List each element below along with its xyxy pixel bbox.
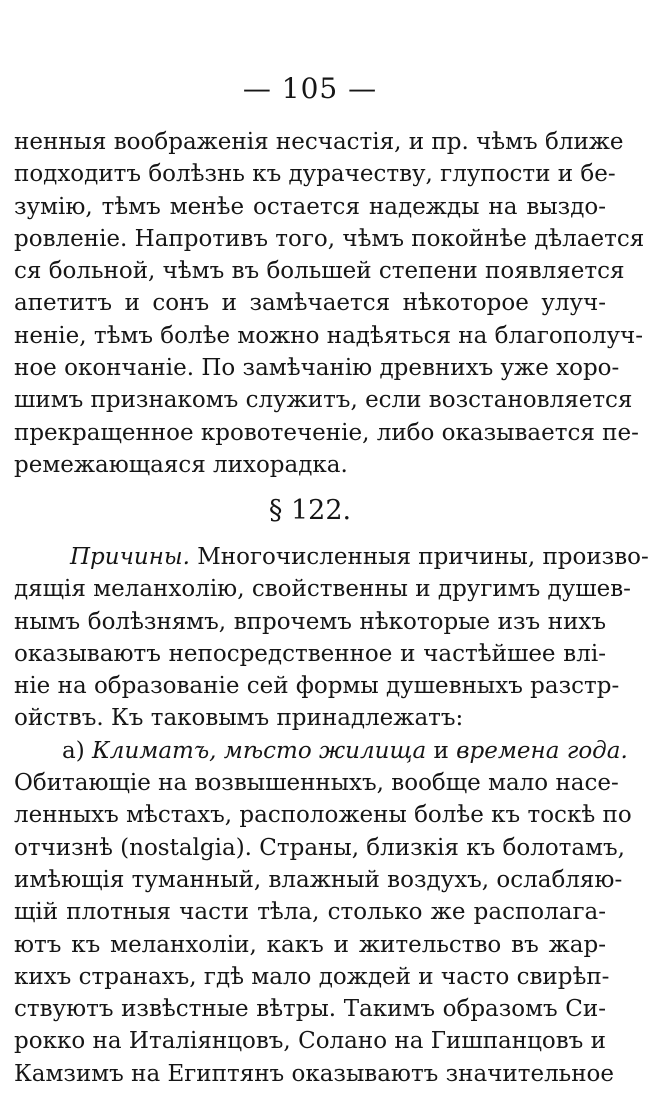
text-line: ремежающаяся лихорадка. (14, 451, 348, 478)
connector-word: и (426, 737, 457, 764)
text-line: щій плотныя части тѣла, столько же располага- (14, 899, 606, 926)
text-line: Камзимъ на Египтянъ оказываютъ значительное (14, 1060, 614, 1087)
italic-term: Климатъ, (92, 737, 217, 764)
text-line: прекращенное кровотеченіе, либо оказывается пе- (14, 419, 639, 446)
text-line: апетитъ и сонъ и замѣчается нѣкоторое улуч- (14, 290, 606, 317)
text-line: ся больной, чѣмъ въ большей степени появляется (14, 258, 625, 285)
text-line (14, 541, 649, 573)
text-line: рокко на Италіянцовъ, Солано на Гишпанцовъ и (14, 1028, 606, 1055)
section-heading: § 122. (268, 495, 352, 526)
text-line: оказываютъ непосредственное и частѣйшее влі- (14, 640, 606, 667)
text-line: ровленіе. Напротивъ того, чѣмъ покойнѣе дѣлается (14, 225, 645, 252)
page-number: — 105 — (242, 72, 378, 105)
text-line: подходитъ болѣзнь къ дурачеству, глупости и бе- (14, 161, 616, 188)
text-line: отчизнѣ (nostalgia). Страны, близкія къ болотамъ, (14, 834, 625, 861)
text-line: шимъ признакомъ служитъ, если возстановляется (14, 387, 633, 414)
text-line: ное окончаніе. По замѣчанію древнихъ уже хоро- (14, 355, 620, 382)
italic-term: времена года. (456, 737, 628, 764)
text-line: ленныхъ мѣстахъ, расположены болѣе къ тоскѣ по (14, 802, 632, 829)
text-line: имѣющія туманный, влажный воздухъ, ослабляю- (14, 866, 623, 893)
text-line: зумію, тѣмъ менѣе остается надежды на выздо- (14, 193, 606, 220)
text-line: ніе на образованіе сей формы душевныхъ разстр- (14, 673, 620, 700)
causes-paragraph (14, 541, 649, 1090)
text-line: Обитающіе на возвышенныхъ, вообще мало насе- (14, 770, 619, 797)
text-line: дящія меланхолію, свойственны и другимъ душев- (14, 576, 631, 603)
causes-lead-word: Причины. (70, 544, 190, 570)
text-line: ствуютъ извѣстные вѣтры. Такимъ образомъ Си- (14, 996, 606, 1023)
paragraph-continuation (14, 126, 645, 481)
text-line: ненныя воображенія несчастія, и пр. чѣмъ ближе (14, 129, 624, 155)
text-line (14, 735, 628, 767)
text-line: нымъ болѣзнямъ, впрочемъ нѣкоторые изъ нихъ (14, 608, 606, 635)
list-marker: a) (62, 737, 92, 764)
text-line: неніе, тѣмъ болѣе можно надѣяться на благополуч- (14, 322, 644, 349)
text-line: кихъ странахъ, гдѣ мало дождей и часто свирѣп- (14, 963, 610, 990)
causes-line-rest: Многочисленныя причины, произво- (189, 544, 649, 570)
text-line: ютъ къ меланхоліи, какъ и жительство въ жар- (14, 931, 606, 958)
italic-term: мѣсто жилища (216, 737, 427, 764)
text-line: ойствъ. Къ таковымъ принадлежатъ: (14, 705, 464, 732)
